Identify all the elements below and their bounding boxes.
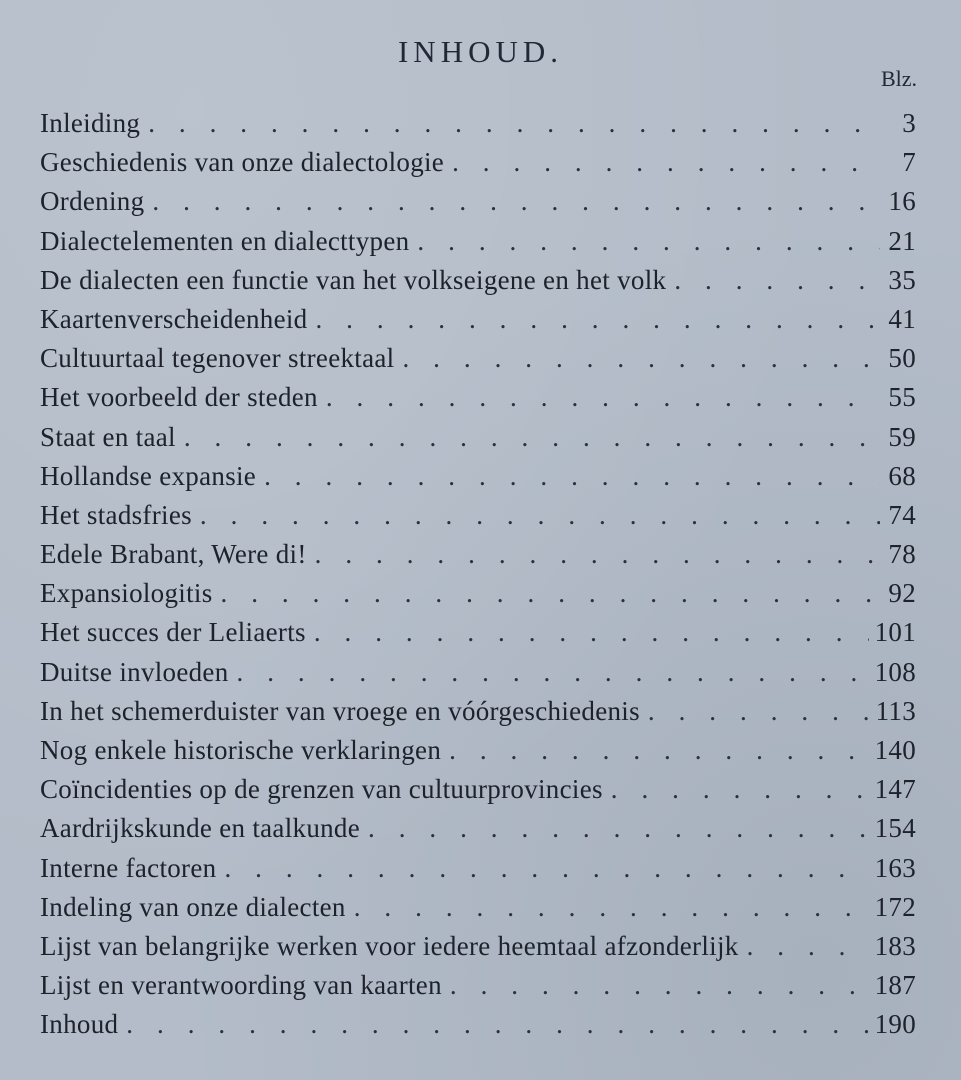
toc-entry-title: Dialectelementen en dialecttypen: [40, 225, 410, 256]
toc-entry-title: Cultuurtaal tegenover streektaal: [40, 343, 395, 374]
toc-entry-title: Edele Brabant, Were di!: [40, 539, 307, 570]
toc-entry: [40, 809, 916, 848]
dot-leader: [368, 809, 869, 848]
dot-leader: [221, 574, 881, 613]
toc-entry: [40, 418, 916, 457]
toc-entry-title: Het succes der Leliaerts: [40, 617, 306, 648]
toc-entry: [40, 1005, 916, 1044]
toc-entry: [40, 849, 916, 888]
toc-entry-page: 68: [888, 460, 916, 491]
dot-leader: [417, 222, 880, 261]
dot-leader: [315, 300, 880, 339]
table-of-contents: [40, 104, 916, 1045]
toc-entry: [40, 222, 916, 261]
toc-entry-page: 108: [874, 656, 916, 687]
toc-entry-title: Inhoud: [40, 1009, 119, 1040]
toc-entry-page: 41: [888, 303, 916, 334]
toc-entry-page: 16: [888, 186, 916, 217]
toc-entry: [40, 927, 916, 966]
toc-entry: [40, 535, 916, 574]
toc-entry-title: Lijst en verantwoording van kaarten: [40, 970, 442, 1001]
page-title: INHOUD.: [397, 34, 563, 69]
toc-entry-page: 78: [888, 539, 916, 570]
dot-leader: [674, 261, 880, 300]
toc-entry-title: Indeling van onze dialecten: [40, 891, 346, 922]
dot-leader: [200, 496, 880, 535]
toc-entry: [40, 966, 916, 1005]
toc-entry-page: 163: [874, 852, 916, 883]
toc-entry-title: Expansiologitis: [40, 578, 213, 609]
dot-leader: [148, 104, 880, 143]
toc-entry: [40, 770, 916, 809]
dot-leader: [611, 770, 869, 809]
dot-leader: [452, 143, 880, 182]
dot-leader: [402, 339, 880, 378]
toc-entry: [40, 574, 916, 613]
toc-entry: [40, 731, 916, 770]
toc-entry-title: Nog enkele historische verklaringen: [40, 735, 442, 765]
toc-entry-page: 74: [888, 499, 916, 530]
toc-entry-title: Coïncidenties op de grenzen van cultuurprovincies: [40, 774, 603, 805]
toc-entry-title: Hollandse expansie: [40, 460, 257, 491]
dot-leader: [315, 535, 880, 574]
dot-leader: [264, 457, 880, 496]
toc-entry: [40, 378, 916, 417]
toc-entry-page: 154: [874, 813, 916, 844]
toc-entry-title: Lijst van belangrijke werken voor iedere heemtaal afzonderlijk: [40, 930, 739, 961]
toc-entry-page: 35: [888, 264, 916, 295]
dot-leader: [237, 653, 869, 692]
toc-entry: [40, 182, 916, 221]
toc-entry: [40, 143, 916, 182]
toc-entry-page: 50: [888, 343, 916, 374]
dot-leader: [450, 966, 869, 1005]
toc-entry-title: Aardrijkskunde en taalkunde: [40, 813, 360, 844]
toc-entry-page: 7: [902, 147, 916, 178]
toc-entry-title: In het schemerduister van vroege en vóórgeschiedenis: [40, 695, 640, 726]
toc-entry-title: Staat en taal: [40, 421, 176, 452]
toc-entry: [40, 653, 916, 692]
toc-entry-title: Geschiedenis van onze dialectologie: [40, 147, 445, 178]
dot-leader: [648, 692, 870, 731]
toc-entry: [40, 692, 916, 731]
toc-entry-title: Duitse invloeden: [40, 656, 229, 687]
toc-entry-title: Interne factoren: [40, 852, 217, 883]
dot-leader: [326, 378, 880, 417]
toc-entry-page: 187: [874, 970, 916, 1001]
toc-entry-page: 92: [888, 578, 916, 609]
toc-entry-page: 59: [888, 421, 916, 452]
toc-entry-title: De dialecten een functie van het volkseigene en het volk: [40, 264, 667, 295]
toc-entry-page: 140: [874, 735, 916, 765]
toc-entry-title: Inleiding: [40, 108, 141, 138]
toc-entry-page: 21: [888, 225, 916, 256]
toc-entry-page: 172: [874, 891, 916, 922]
dot-leader: [354, 888, 869, 927]
toc-entry-title: Het voorbeeld der steden: [40, 382, 318, 413]
toc-entry-page: 113: [875, 695, 916, 726]
toc-entry: [40, 300, 916, 339]
dot-leader: [747, 927, 869, 966]
toc-entry: [40, 457, 916, 496]
toc-entry-page: 101: [874, 617, 916, 648]
toc-entry-title: Ordening: [40, 186, 145, 217]
dot-leader: [126, 1005, 868, 1044]
dot-leader: [224, 849, 868, 888]
dot-leader: [449, 731, 868, 770]
toc-entry: [40, 261, 916, 300]
dot-leader: [314, 613, 869, 652]
toc-entry-page: 183: [874, 930, 916, 961]
toc-entry-page: 3: [902, 108, 916, 138]
dot-leader: [184, 418, 880, 457]
toc-entry-title: Het stadsfries: [40, 499, 192, 530]
page-column-label: Blz.: [880, 66, 917, 91]
toc-entry-page: 190: [874, 1009, 916, 1040]
toc-entry: [40, 613, 916, 652]
toc-entry-page: 55: [888, 382, 916, 413]
toc-entry-page: 147: [874, 774, 916, 805]
toc-entry: [40, 339, 916, 378]
toc-entry-title: Kaartenverscheidenheid: [40, 303, 308, 334]
toc-entry: [40, 496, 916, 535]
toc-entry: [40, 104, 916, 143]
dot-leader: [152, 182, 880, 221]
toc-entry: [40, 888, 916, 927]
